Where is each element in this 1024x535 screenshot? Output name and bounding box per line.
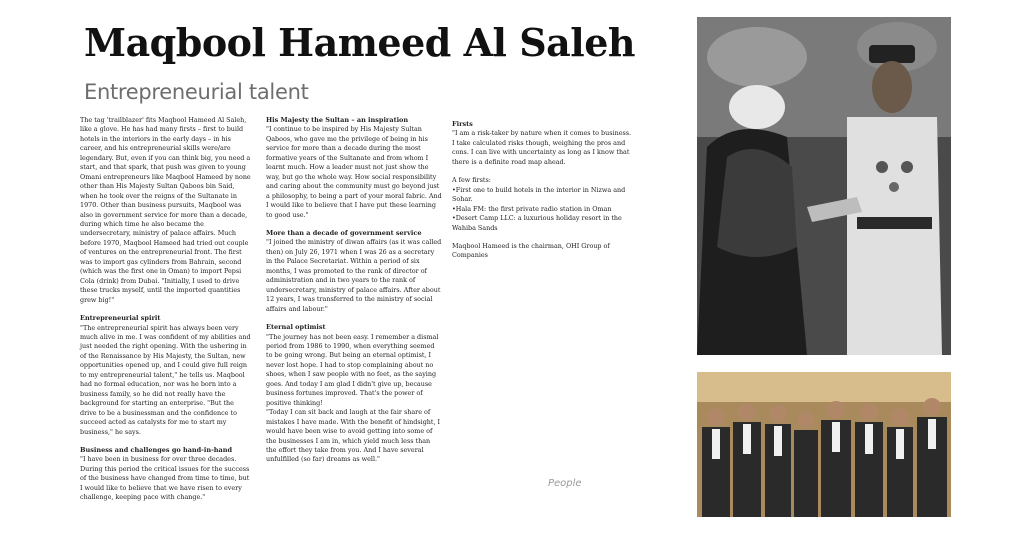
photo-meeting-sultan-illustration	[697, 17, 951, 355]
section-paragraph: "I have been in business for over three decades. During this period the critical issues for the success of the business have changed from time to time, but I would like to believe that we have risen to every challenge, keeping pace with change."	[80, 455, 250, 502]
section-heading: Eternal optimist	[266, 323, 326, 332]
section-paragraph: "The entrepreneurial spirit has always been very much alive in me. I was confident of my abilities and just needed the right opening. With the ushering in of the Renaissance by His Majesty, the Sultan, new opportunities opened up, and I could give full reign to my entrepreneurial talent," he tells us. Maqbool had no formal education, nor was he born into a business family, so he did not really have the background for starting an enterprise. "But the drive to be a businessman and the confidence to succeed acted as catalysts for me to start my business," he says.	[80, 323, 251, 436]
closing-paragraph: Maqbool Hameed is the chairman, OHI Group of Companies	[452, 241, 610, 260]
page-title: Maqbool Hameed Al Saleh	[84, 20, 636, 65]
section-heading: Entrepreneurial spirit	[80, 314, 161, 323]
section-heading: Business and challenges go hand-in-hand	[80, 445, 232, 454]
section-heading: More than a decade of government service	[266, 228, 422, 237]
list-item: • Hala FM: the first private radio station in Oman	[452, 205, 632, 214]
list-intro: A few firsts:	[452, 176, 491, 185]
section-paragraph: "I joined the ministry of diwan affairs (as it was called then) on July 26, 1971 when I was 26 as a secretary in the Palace Secretariat. Within a period of six months, I was promoted to the rank of director of administration and in two years to the rank of undersecretary, ministry of palace affairs. After about 12 years, I was transferred to the ministry of social affairs and labour."	[266, 238, 442, 313]
list-item: • Desert Camp LLC: a luxurious holiday resort in the Wahiba Sands	[452, 214, 632, 233]
section-paragraph: "The journey has not been easy. I remember a dismal period from 1986 to 1990, when everything seemed to be going wrong. But being an eternal optimist, I never lost hope. I had to stop complaining about no shoes, when I saw people with no feet, as the saying goes. And today I am glad I didn't give up, because business fortunes improved. That's the power of positive thinking!	[266, 332, 439, 407]
list-item: • First one to build hotels in the interior in Nizwa and Sohar.	[452, 186, 632, 205]
section-heading: His Majesty the Sultan – an inspiration	[266, 116, 409, 124]
section-heading: Firsts	[452, 120, 473, 128]
photo-group	[697, 372, 951, 517]
photo-group-illustration	[697, 372, 951, 517]
firsts-list	[452, 186, 632, 233]
section-paragraph: "Today I can sit back and laugh at the fair share of mistakes I have made. With the benefit of hindsight, I would have been wise to avoid getting into some of the businesses I am in, which yield much less than the effort they take from you. And I have several unfulfilled (so far) dreams as well."	[266, 408, 441, 464]
intro-paragraph: The tag 'trailblazer' fits Maqbool Hameed Al Saleh, like a glove. He has had many firsts – first to build hotels in the interiors in the early days – in his career, and his entrepreneurial skills were/are legendary. But, even if you can think big, you need a start, and that spark, that push was given to young Omani entrepreneurs like Maqbool Hameed by none other than His Majesty Sultan Qaboos bin Said, when he took over the reigns of the Sultanate in 1970. Other than business pursuits, Maqbool was also in government service for more than a decade, during which time he also became the undersecretary, ministry of palace affairs. Much before 1970, Maqbool Hameed had tried out couple of ventures on the entrepreneurial front. The first was to import gas cylinders from Bahrain, second (which was the first one in Oman) to import Pepsi Cola (drink) from Dubai. "Initially, I used to drive these trucks myself, until the imported quantities grew big!"	[80, 116, 251, 304]
photo-meeting-sultan	[697, 17, 951, 355]
magazine-logo-icon: People	[548, 478, 582, 489]
page-subtitle: Entrepreneurial talent	[84, 80, 309, 104]
article-column-3	[452, 120, 632, 270]
article-column-2	[266, 116, 442, 474]
section-paragraph: "I continue to be inspired by His Majesty Sultan Qaboos, who gave me the privilege of being in his service for more than a decade during the most formative years of the Sultanate and from whom I learnt much. How a leader must not just show the way, but go the whole way. How social responsibility and caring about the community must go beyond just a philosophy, to being a part of your moral fabric. And I would like to believe that I have put these learning to good use."	[266, 125, 442, 219]
section-paragraph: "I am a risk-taker by nature when it comes to business. I take calculated risks though, weighing the pros and cons. I can live with uncertainty as long as I know that there is a definite road map ahead.	[452, 129, 632, 166]
article-column-1	[80, 116, 252, 512]
